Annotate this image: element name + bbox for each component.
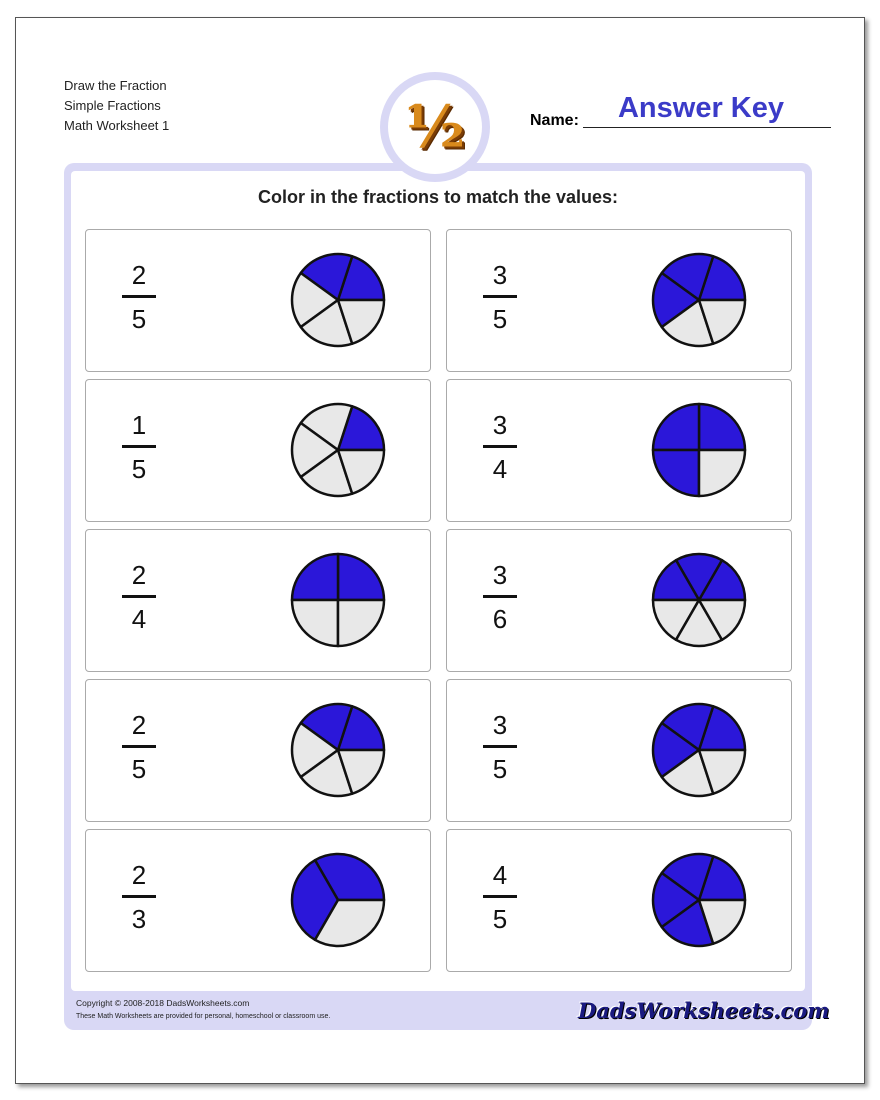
fraction-bar (122, 595, 156, 598)
half-icon: ½ (404, 93, 466, 161)
fraction-bar (483, 745, 517, 748)
fraction-label (483, 410, 517, 485)
numerator: 3 (492, 560, 508, 590)
copyright: Copyright © 2008-2018 DadsWorksheets.com (76, 998, 250, 1008)
name-line (583, 127, 831, 128)
pie-slice-filled[interactable] (653, 450, 699, 496)
fraction-bar (483, 895, 517, 898)
fraction-problem (85, 529, 431, 672)
name-value: Answer Key (617, 92, 784, 124)
fraction-problem (446, 529, 792, 672)
fraction-label (483, 560, 517, 635)
half-logo (380, 72, 490, 182)
denominator: 4 (131, 603, 147, 634)
numerator: 3 (492, 410, 508, 440)
fraction-problem (446, 829, 792, 972)
numerator: 2 (131, 560, 147, 590)
fraction-label (483, 710, 517, 785)
fraction-pie[interactable] (651, 702, 747, 798)
brand-logo: DadsWorksheets.com (578, 998, 830, 1023)
pie-slice-filled[interactable] (338, 554, 384, 600)
fraction-pie[interactable] (651, 252, 747, 348)
fraction-pie[interactable] (651, 552, 747, 648)
denominator: 6 (492, 603, 508, 634)
pie-slice-empty[interactable] (338, 600, 384, 646)
worksheet-number: Math Worksheet 1 (64, 118, 170, 133)
numerator: 2 (131, 710, 147, 740)
fraction-problem (446, 229, 792, 372)
denominator: 5 (492, 753, 508, 784)
fraction-pie[interactable] (290, 252, 386, 348)
fraction-bar (483, 295, 517, 298)
pie-slice-filled[interactable] (653, 404, 699, 450)
worksheet-subtitle: Simple Fractions (64, 98, 161, 113)
denominator: 5 (131, 453, 147, 484)
fraction-label (483, 860, 517, 935)
fraction-bar (122, 895, 156, 898)
fraction-problem (446, 379, 792, 522)
denominator: 5 (131, 303, 147, 334)
numerator: 2 (131, 260, 147, 290)
fraction-problem (85, 229, 431, 372)
fraction-bar (122, 445, 156, 448)
fraction-problem (446, 679, 792, 822)
fraction-label (122, 710, 156, 785)
fraction-bar (483, 595, 517, 598)
numerator: 2 (131, 860, 147, 890)
fraction-problem (85, 379, 431, 522)
fraction-label (122, 260, 156, 335)
fraction-bar (483, 445, 517, 448)
fraction-pie[interactable] (651, 402, 747, 498)
denominator: 4 (492, 453, 508, 484)
fraction-pie[interactable] (290, 852, 386, 948)
denominator: 5 (131, 753, 147, 784)
fraction-label (122, 560, 156, 635)
denominator: 5 (492, 903, 508, 934)
pie-slice-filled[interactable] (292, 554, 338, 600)
fraction-label (483, 260, 517, 335)
pie-slice-empty[interactable] (292, 600, 338, 646)
numerator: 4 (492, 860, 508, 890)
fraction-pie[interactable] (290, 702, 386, 798)
denominator: 3 (131, 903, 147, 934)
fraction-bar (122, 745, 156, 748)
fraction-bar (122, 295, 156, 298)
denominator: 5 (492, 303, 508, 334)
fraction-pie[interactable] (290, 552, 386, 648)
pie-slice-empty[interactable] (699, 450, 745, 496)
pie-slice-filled[interactable] (699, 404, 745, 450)
worksheet-title: Draw the Fraction (64, 78, 167, 93)
numerator: 3 (492, 710, 508, 740)
fraction-label (122, 860, 156, 935)
usage-notice: These Math Worksheets are provided for personal, homeschool or classroom use. (76, 1013, 331, 1020)
fraction-problem (85, 679, 431, 822)
fraction-pie[interactable] (290, 402, 386, 498)
fraction-pie[interactable] (651, 852, 747, 948)
instructions: Color in the fractions to match the values: (257, 187, 619, 207)
fraction-label (122, 410, 156, 485)
numerator: 1 (131, 410, 147, 440)
name-label: Name: (530, 112, 579, 129)
numerator: 3 (492, 260, 508, 290)
fraction-problem (85, 829, 431, 972)
